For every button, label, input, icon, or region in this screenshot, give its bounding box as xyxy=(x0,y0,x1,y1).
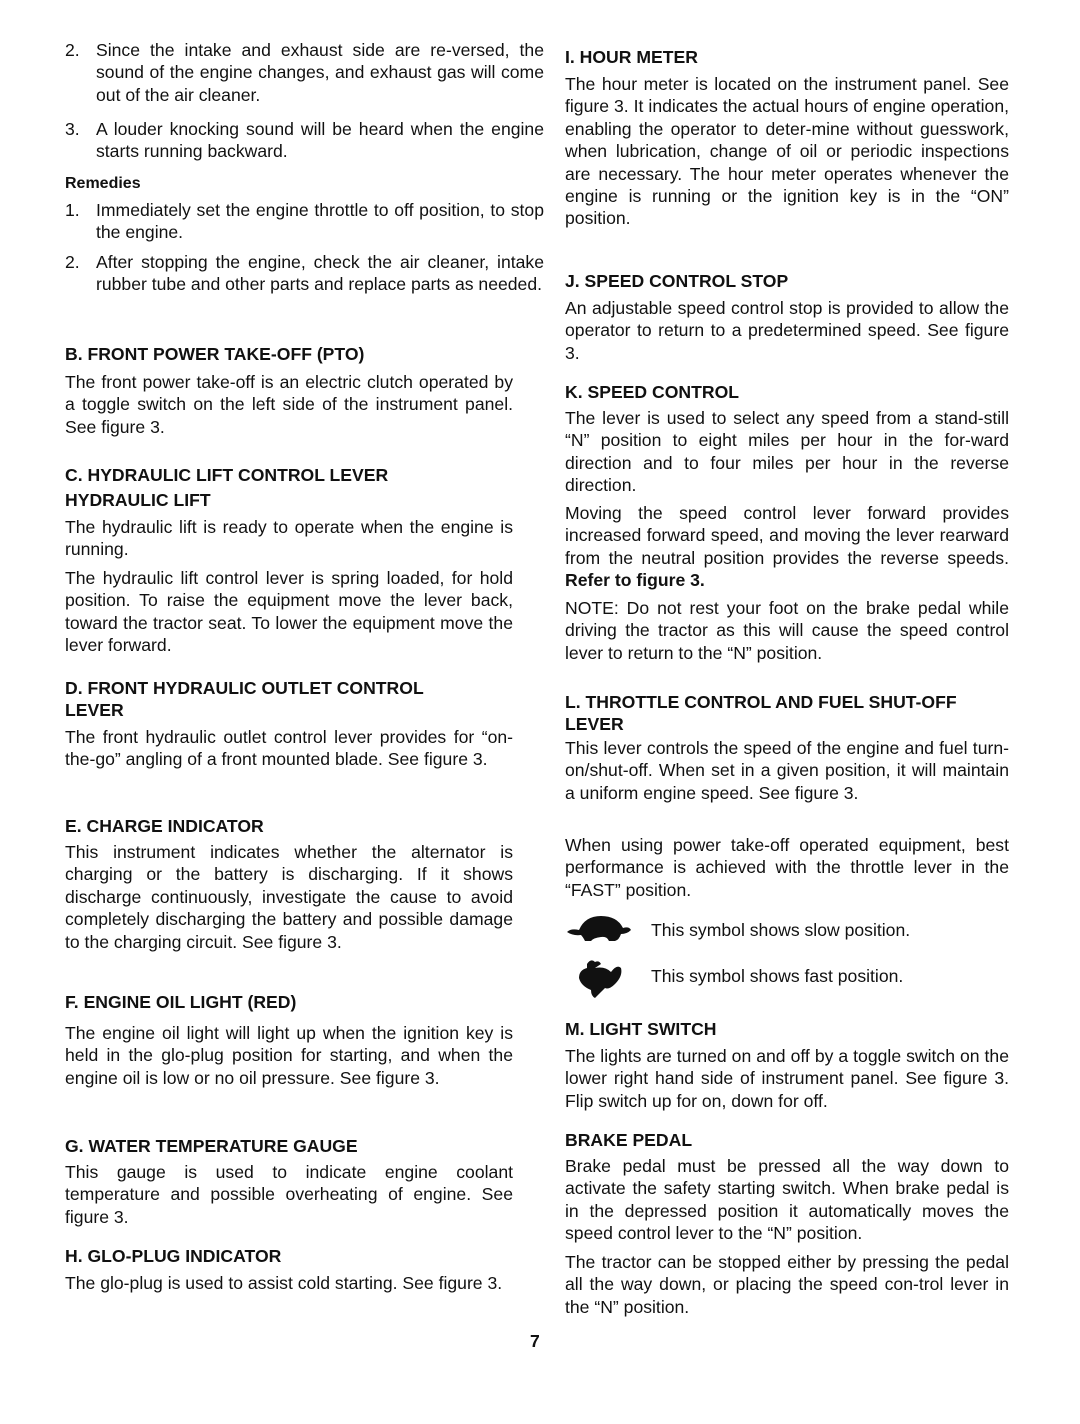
paragraph: An adjustable speed control stop is provided to allow the operator to return to a predetermined speed. See figure 3. xyxy=(565,298,1009,363)
paragraph xyxy=(565,502,1009,592)
item-number: 2. xyxy=(65,252,80,272)
section-heading: K. SPEED CONTROL xyxy=(565,382,739,402)
item-number: 1. xyxy=(65,200,80,220)
paragraph: This lever controls the speed of the engine and fuel turn-on/shut-off. When set in a given position, it will maintain a uniform engine speed. See figure 3. xyxy=(565,738,1009,803)
paragraph: The engine oil light will light up when the ignition key is held in the glo-plug position for starting, and when the engine oil is low or no oil pressure. See figure 3. xyxy=(65,1023,513,1088)
paragraph: The lights are turned on and off by a toggle switch on the lower right hand side of instrument panel. See figure 3. Flip switch up for on, down for off. xyxy=(565,1046,1009,1111)
section-heading: B. FRONT POWER TAKE-OFF (PTO) xyxy=(65,344,365,364)
section-heading: D. FRONT HYDRAULIC OUTLET CONTROL LEVER xyxy=(65,678,424,721)
item-text: After stopping the engine, check the air cleaner, intake rubber tube and other parts and replace parts as needed. xyxy=(96,252,544,295)
remedies-heading: Remedies xyxy=(65,175,141,192)
section-heading: J. SPEED CONTROL STOP xyxy=(565,271,789,291)
rabbit-icon xyxy=(565,954,633,998)
section-heading: BRAKE PEDAL xyxy=(565,1130,693,1150)
section-heading: M. LIGHT SWITCH xyxy=(565,1019,717,1039)
page-number: 7 xyxy=(530,1331,540,1351)
paragraph: This gauge is used to indicate engine coolant temperature and possible overheating of engine. See figure 3. xyxy=(65,1162,513,1227)
paragraph: The hour meter is located on the instrument panel. See figure 3. It indicates the actual hours of engine operation, enabling the operator to deter-mine without guesswork, when lubrication, change of oil or periodic inspections are necessary. The hour meter operates whenever the engine is running or the ignition key is in the “ON” position. xyxy=(565,74,1009,229)
paragraph: The front hydraulic outlet control lever provides for “on-the-go” angling of a front mounted blade. See figure 3. xyxy=(65,727,513,770)
section-heading: F. ENGINE OIL LIGHT (RED) xyxy=(65,992,297,1012)
slow-symbol-row xyxy=(565,910,910,950)
paragraph: The hydraulic lift control lever is spring loaded, for hold position. To raise the equipment move the lever back, toward the tractor seat. To lower the equipment move the lever forward. xyxy=(65,568,513,656)
item-number: 2. xyxy=(65,40,80,60)
paragraph: The lever is used to select any speed from a stand-still “N” position to eight miles per hour in the for-ward direction and to four miles per hour in the reverse direction. xyxy=(565,408,1009,496)
item-text: Immediately set the engine throttle to off position, to stop the engine. xyxy=(96,200,544,243)
subsection-heading: HYDRAULIC LIFT xyxy=(65,490,211,510)
paragraph: The glo-plug is used to assist cold starting. See figure 3. xyxy=(65,1273,503,1293)
fast-symbol-text: This symbol shows fast position. xyxy=(651,965,904,986)
section-heading: L. THROTTLE CONTROL AND FUEL SHUT-OFF LEVER xyxy=(565,692,957,735)
paragraph: The hydraulic lift is ready to operate when the engine is running. xyxy=(65,517,513,560)
item-text: Since the intake and exhaust side are re-versed, the sound of the engine changes, and exhaust gas will come out of the air cleaner. xyxy=(96,40,544,105)
slow-symbol-text: This symbol shows slow position. xyxy=(651,919,911,940)
section-heading: G. WATER TEMPERATURE GAUGE xyxy=(65,1136,358,1156)
paragraph: When using power take-off operated equipment, best performance is achieved with the throttle lever in the “FAST” position. xyxy=(565,835,1009,900)
section-heading: I. HOUR METER xyxy=(565,47,698,67)
list-item xyxy=(65,199,544,244)
paragraph-text: Moving the speed control lever forward provides increased forward speed, and moving the lever rearward from the neutral position provides the reverse speeds. xyxy=(565,503,1009,568)
list-item xyxy=(65,251,544,296)
paragraph: The front power take-off is an electric clutch operated by a toggle switch on the left side of the instrument panel. See figure 3. xyxy=(65,372,513,437)
item-number: 3. xyxy=(65,119,80,139)
fast-symbol-row xyxy=(565,954,903,998)
list-item xyxy=(65,39,544,106)
paragraph: The tractor can be stopped either by pressing the pedal all the way down, or placing the speed con-trol lever in the “N” position. xyxy=(565,1252,1009,1317)
section-heading: E. CHARGE INDICATOR xyxy=(65,816,264,836)
item-text: A louder knocking sound will be heard when the engine starts running backward. xyxy=(96,119,544,162)
note: NOTE: Do not rest your foot on the brake pedal while driving the tractor as this will cause the speed control lever to return to the “N” position. xyxy=(565,598,1009,663)
turtle-icon xyxy=(565,910,633,950)
figure-reference: Refer to figure 3. xyxy=(565,570,705,591)
paragraph: Brake pedal must be pressed all the way down to activate the safety starting switch. When brake pedal is in the depressed position it automatically moves the speed control lever to the “N” position. xyxy=(565,1156,1009,1244)
list-item xyxy=(65,118,544,163)
section-heading: C. HYDRAULIC LIFT CONTROL LEVER xyxy=(65,465,389,485)
section-heading: H. GLO-PLUG INDICATOR xyxy=(65,1246,282,1266)
paragraph: This instrument indicates whether the alternator is charging or the battery is discharging. If it shows discharge continuously, investigate the cause to avoid completely discharging the battery and possible damage to the charging circuit. See figure 3. xyxy=(65,842,513,952)
